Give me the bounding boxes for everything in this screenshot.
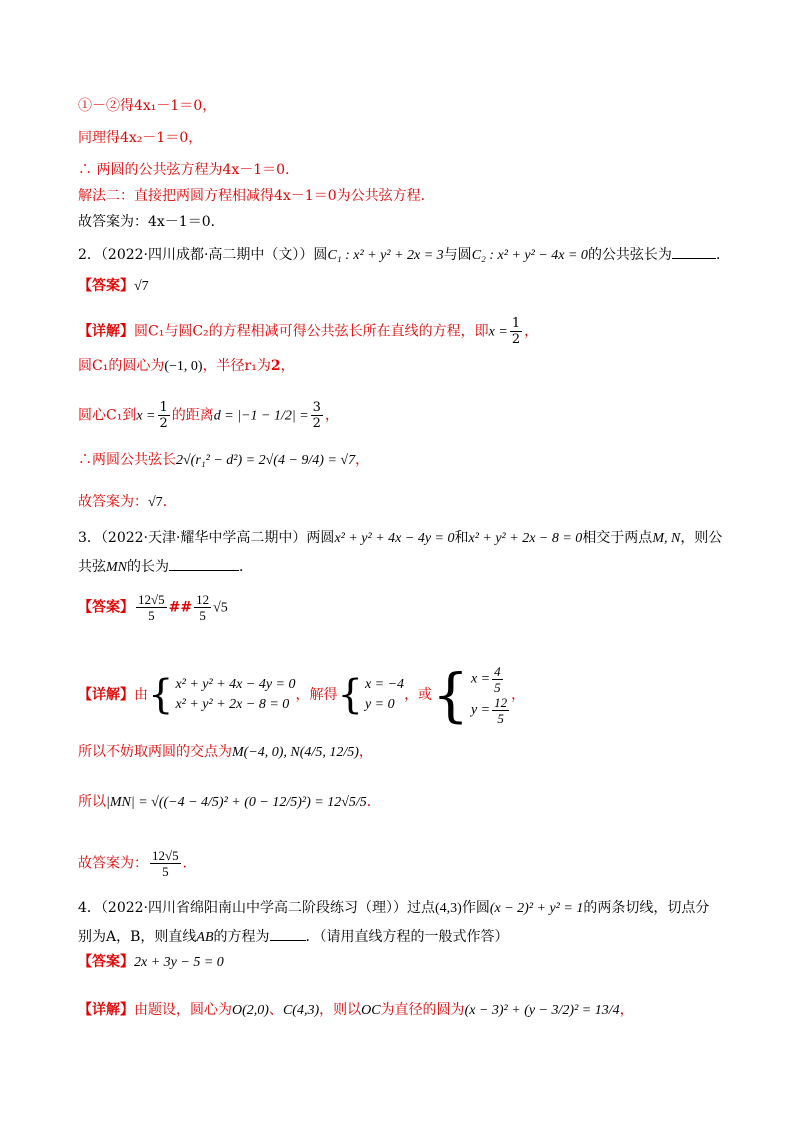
q3-stem-text: 相交于两点 — [582, 530, 653, 546]
q3-stem-text: 的长为 — [127, 559, 169, 575]
q3-stem-text: ，则公 — [680, 530, 723, 546]
equation: y = 0 — [364, 697, 395, 712]
text: 故答案为： — [78, 494, 148, 510]
answer-tag: 【答案】 — [78, 278, 134, 294]
text: ∴ 两圆的公共弦方程为4x－1＝0． — [78, 162, 300, 178]
text: ， — [358, 744, 373, 760]
equation: x = — [470, 671, 491, 687]
q3-stem — [78, 528, 722, 549]
q2-circle-c1: C₁ : x² + y² + 2x = 3 — [327, 248, 444, 263]
fraction — [136, 592, 167, 623]
numerator: 3 — [312, 400, 321, 415]
numerator: 4 — [494, 664, 501, 679]
q4-stem-text: ．（请用直线方程的一般式作答） — [305, 929, 509, 945]
math: √5 — [213, 600, 228, 616]
text: ， — [524, 323, 539, 340]
q2-stem-text: ． — [715, 247, 730, 263]
equation: x = −4 — [364, 677, 405, 692]
math: M, N — [652, 531, 681, 546]
numerator: 1 — [511, 316, 521, 331]
q4-stem-text: 的两条切线，切点分 — [583, 900, 710, 916]
line-diff — [78, 96, 216, 116]
separator: ## — [168, 599, 193, 616]
math: OC — [361, 1003, 381, 1018]
math: x² + y² + 4x − 4y = 0 — [334, 531, 455, 546]
q2-answer-value: √7 — [134, 279, 149, 294]
text: ， — [355, 452, 370, 468]
q2-stem-text: 2．（2022·四川成都·高二期中（文））圆 — [78, 247, 328, 263]
denominator: 2 — [511, 332, 521, 347]
answer-tag: 【答案】 — [78, 954, 134, 970]
text: 同理得4x₂－1＝0， — [78, 130, 203, 146]
math: |MN| = √((−4 − 4/5)² + (0 − 12/5)²) = 12√5/5 — [106, 795, 367, 810]
text: ，半径r₁为 — [202, 358, 271, 374]
text: 的距离 — [171, 407, 214, 424]
text: ，或 — [404, 687, 433, 703]
q2-answer — [78, 276, 149, 297]
q2-final — [78, 492, 177, 513]
text: 解法二：直接把两圆方程相减得4x－1＝0为公共弦方程． — [78, 188, 435, 204]
fraction — [150, 848, 181, 879]
denominator: 5 — [497, 711, 504, 726]
answer-blank — [169, 556, 239, 571]
numerator: 12√5 — [138, 592, 165, 607]
text: 由题设，圆心为 — [134, 1002, 232, 1018]
detail-tag: 【详解】 — [78, 687, 134, 703]
equation: y = — [470, 702, 491, 718]
text: 2 — [270, 358, 281, 374]
text: 所以不妨取两圆的交点为 — [78, 744, 232, 760]
math: O(2,0) — [232, 1003, 269, 1018]
q3-stem-text: 和 — [454, 530, 469, 546]
solution-system — [432, 661, 511, 729]
math: x = — [136, 408, 156, 424]
line-common-chord — [78, 160, 299, 180]
q2-detail-2 — [78, 356, 295, 377]
detail-tag: 【详解】 — [78, 1002, 134, 1018]
numerator: 12 — [196, 592, 210, 607]
denominator: 2 — [312, 416, 321, 431]
text: 圆C₁的圆心为 — [78, 358, 165, 374]
q4-answer — [78, 952, 224, 973]
brace: { — [432, 661, 469, 729]
math: AB — [196, 930, 214, 945]
equation: x² + y² + 2x − 8 = 0 — [175, 697, 290, 712]
math: (4,3) — [435, 901, 462, 916]
equation-system — [148, 672, 296, 718]
text: 所以 — [78, 794, 106, 810]
text: ， — [619, 1002, 634, 1018]
detail-tag: 【详解】 — [78, 323, 134, 340]
fraction — [492, 695, 509, 726]
text: ，解得 — [295, 687, 338, 703]
text: ∴两圆公共弦长 — [78, 452, 176, 468]
text: 圆心C₁到 — [78, 407, 137, 424]
q2-detail-3 — [78, 400, 339, 431]
denominator: 5 — [162, 864, 169, 879]
q2-detail-4 — [78, 450, 369, 471]
denominator: 5 — [494, 680, 501, 695]
q4-stem-text: 的方程为 — [213, 929, 270, 945]
q4-detail-1 — [78, 1000, 634, 1021]
q3-stem-text: 3．（2022·天津·耀华中学高二期中）两圆 — [78, 530, 335, 546]
q3-stem-text: ． — [239, 559, 253, 575]
text: ①－②得4x₁－1＝0， — [78, 98, 217, 114]
numerator: 12 — [494, 695, 508, 710]
math: M(−4, 0), N(4/5, 12/5) — [232, 745, 359, 760]
equation: x² + y² + 4x − 4y = 0 — [175, 677, 296, 692]
math: d = |−1 − 1/2| = — [213, 408, 309, 424]
numerator: 12√5 — [152, 848, 179, 863]
answer-blank — [672, 244, 716, 259]
line-similar — [78, 128, 202, 148]
text: ． — [366, 794, 381, 810]
text: 圆C₁与圆C₂的方程相减可得公共弦长所在直线的方程，即 — [134, 323, 489, 340]
q3-detail-3 — [78, 792, 381, 813]
fraction — [311, 400, 323, 431]
q2-detail-1 — [78, 316, 538, 347]
numerator: 1 — [159, 400, 168, 415]
fraction — [158, 400, 170, 431]
denominator: 5 — [199, 608, 206, 623]
fraction — [510, 316, 522, 347]
math: C(4,3) — [282, 1003, 320, 1018]
text: ，则以 — [319, 1002, 362, 1018]
text: ． — [162, 494, 177, 510]
text: 故答案为：4x－1＝0． — [78, 214, 225, 230]
math: x = — [488, 324, 508, 340]
answer-blank — [270, 926, 306, 941]
math: (x − 2)² + y² = 1 — [489, 901, 584, 916]
q3-stem-text: 共弦 — [78, 559, 106, 575]
q4-stem-2 — [78, 926, 509, 948]
math: x² + y² + 2x − 8 = 0 — [468, 531, 583, 546]
answer-tag: 【答案】 — [78, 599, 134, 616]
fraction — [492, 664, 503, 695]
math: (x − 3)² + (y − 3/2)² = 13/4 — [464, 1003, 620, 1018]
math: MN — [106, 560, 127, 575]
math: √7 — [148, 495, 163, 510]
q4-stem-text: 4．（2022·四川省绵阳南山中学高二阶段练习（理））过点 — [78, 900, 435, 916]
q4-answer-value: 2x + 3y − 5 = 0 — [134, 955, 224, 970]
q4-stem — [78, 898, 709, 919]
q2-stem-text: 与圆 — [443, 247, 472, 263]
text: 故答案为： — [78, 855, 148, 872]
text: 为直径的圆为 — [380, 1002, 465, 1018]
fraction — [194, 592, 211, 623]
q3-detail-1 — [78, 661, 526, 729]
text: ， — [280, 358, 295, 374]
q2-stem — [78, 244, 730, 266]
denominator: 5 — [148, 608, 155, 623]
q3-detail-2 — [78, 742, 373, 763]
q2-stem-text: 的公共弦长为 — [587, 247, 672, 263]
text: 由 — [134, 687, 148, 703]
math: (−1, 0) — [164, 359, 203, 374]
q3-answer — [78, 592, 228, 623]
q4-stem-text: 别为A，B，则直线 — [78, 929, 197, 945]
q4-stem-text: 作圆 — [461, 900, 490, 916]
solution-system — [337, 672, 405, 718]
q3-final — [78, 848, 197, 879]
text: ． — [182, 855, 197, 872]
line-method-two — [78, 186, 435, 206]
brace: { — [337, 672, 363, 718]
line-final-answer-1 — [78, 212, 225, 232]
q3-stem-2 — [78, 556, 253, 578]
denominator: 2 — [159, 416, 168, 431]
text: ， — [324, 407, 339, 424]
text: 、 — [268, 1002, 283, 1018]
math: 2√(r₁² − d²) = 2√(4 − 9/4) = √7 — [176, 453, 356, 468]
text: ， — [511, 687, 526, 703]
q2-circle-c2: C₂ : x² + y² − 4x = 0 — [471, 248, 588, 263]
brace: { — [148, 672, 174, 718]
